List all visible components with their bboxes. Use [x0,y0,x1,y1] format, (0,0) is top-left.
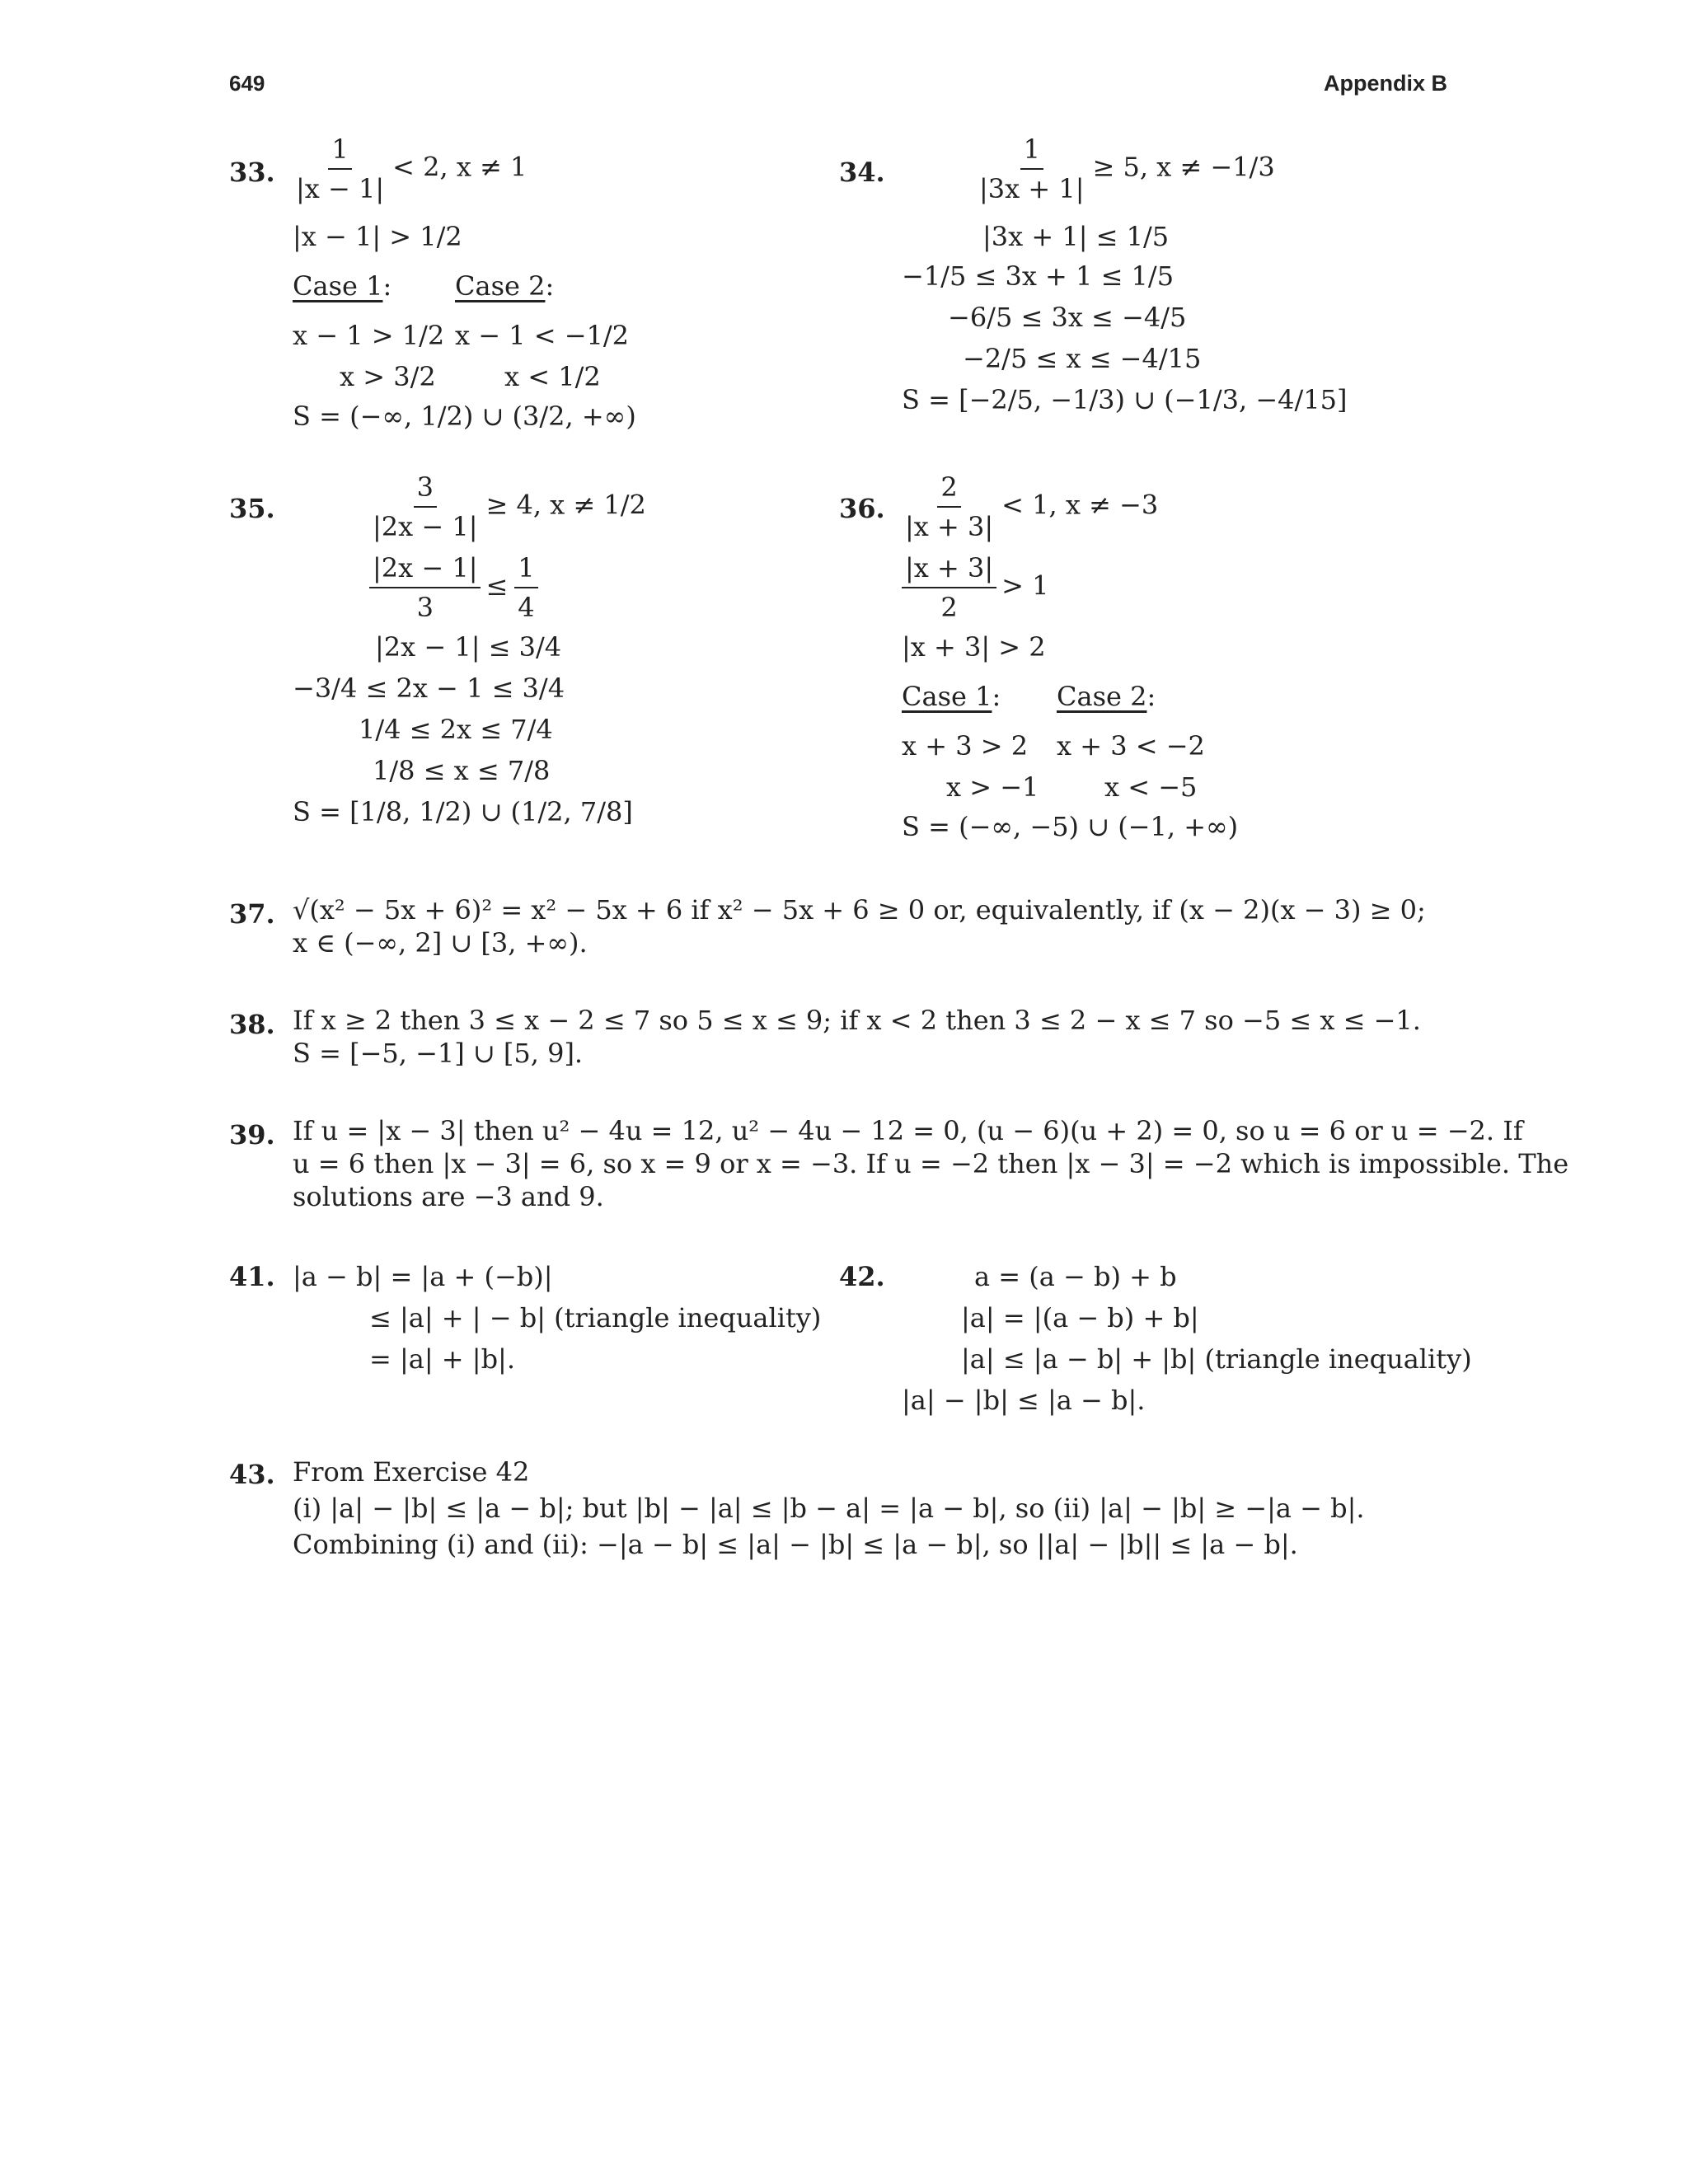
exercise-42-step: a = (a − b) + b [974,1261,1177,1292]
exercise-41-number: 41. [229,1261,275,1292]
exercise-41-step: |a − b| = |a + (−b)| [293,1261,553,1292]
exercise-35-step: 1/8 ≤ x ≤ 7/8 [373,755,551,786]
exercise-34-step: −6/5 ≤ 3x ≤ −4/5 [948,302,1187,333]
exercise-42-number: 42. [839,1261,885,1292]
exercise-34-step: −1/5 ≤ 3x + 1 ≤ 1/5 [902,260,1175,292]
exercise-39-text: If u = |x − 3| then u² − 4u = 12, u² − 4u − 12 = 0, (u − 6)(u + 2) = 0, so u = 6 or u = −2. If u = 6 then |x − 3| = 6, so x = 9 or x = −3. If u = −2 then |x − 3| = −2 which is impossible. The solutions are −3 and 9. [293,1115,1569,1212]
exercise-36-inequality: $\frac{2}{|x + 3|}$ < 1, x ≠ −3 [902,471,1158,542]
exercise-43-text: From Exercise 42 (i) |a| − |b| ≤ |a − b|; but |b| − |a| ≤ |b − a| = |a − b|, so (ii) |a| − |b| ≥ −|a − b|. Combining (i) and (ii): −|a − b| ≤ |a| − |b| ≤ |a − b|, so ||a| − |b|| ≤ |a − b|. [293,1456,1365,1560]
exercise-36-step: $\frac{|x + 3|}{2}$ > 1 [902,552,1048,623]
exercise-36-number: 36. [839,493,885,524]
exercise-36-step: |x + 3| > 2 [902,631,1046,663]
exercise-35-number: 35. [229,493,275,524]
exercise-35-solution: S = [1/8, 1/2) ∪ (1/2, 7/8] [293,796,633,827]
exercise-38-text: If x ≥ 2 then 3 ≤ x − 2 ≤ 7 so 5 ≤ x ≤ 9; if x < 2 then 3 ≤ 2 − x ≤ 7 so −5 ≤ x ≤ −1. S = [−5, −1] ∪ [5, 9]. [293,1005,1421,1069]
exercise-36-case-1-result: x > −1 [946,771,1039,803]
exercise-33-number: 33. [229,157,275,188]
exercise-35-step: $\frac{|2x - 1|}{3}$ ≤ $\frac{1}{4}$ [369,552,543,623]
exercise-41-step: ≤ |a| + | − b| (triangle inequality) [369,1302,822,1333]
exercise-34-step: −2/5 ≤ x ≤ −4/15 [963,343,1202,374]
fraction: $\frac{1}{|3x + 1|}$ [979,134,1085,204]
fraction: $\frac{1}{4}$ [514,552,537,623]
exercise-33-case-2-step: x − 1 < −1/2 [455,320,630,351]
exercise-38-number: 38. [229,1009,275,1040]
exercise-37-text: √(x² − 5x + 6)² = x² − 5x + 6 if x² − 5x + 6 ≥ 0 or, equivalently, if (x − 2)(x − 3) ≥ 0; x ∈ (−∞, 2] ∪ [3, +∞). [293,894,1426,958]
exercise-36-case-2-step: x + 3 < −2 [1057,730,1205,762]
fraction: $\frac{3}{|2x - 1|}$ [373,471,478,542]
exercise-33-case-1-label: Case 1: [293,270,392,302]
fraction: $\frac{1}{|x - 1|}$ [296,134,385,204]
exercise-33-case-1-step: x − 1 > 1/2 [293,320,445,351]
exercise-33-step: |x − 1| > 1/2 [293,221,462,252]
exercise-36-case-1-step: x + 3 > 2 [902,730,1029,762]
exercise-43-number: 43. [229,1459,275,1490]
exercise-34-solution: S = [−2/5, −1/3) ∪ (−1/3, −4/15] [902,384,1348,415]
exercise-37-number: 37. [229,898,275,930]
exercise-42-step: |a| ≤ |a − b| + |b| (triangle inequality) [961,1343,1472,1375]
exercise-42-step: |a| = |(a − b) + b| [961,1302,1199,1333]
fraction: $\frac{2}{|x + 3|}$ [905,471,994,542]
exercise-34-number: 34. [839,157,885,188]
exercise-42-step: |a| − |b| ≤ |a − b|. [902,1385,1146,1416]
exercise-35-step: |2x − 1| ≤ 3/4 [375,631,562,663]
exercise-34-step: |3x + 1| ≤ 1/5 [982,221,1170,252]
exercise-36-solution: S = (−∞, −5) ∪ (−1, +∞) [902,811,1239,842]
exercise-33-inequality: $\frac{1}{|x - 1|}$ < 2, x ≠ 1 [293,134,527,204]
exercise-35-step: −3/4 ≤ 2x − 1 ≤ 3/4 [293,673,565,704]
exercise-35-inequality: $\frac{3}{|2x - 1|}$ ≥ 4, x ≠ 1/2 [369,471,646,542]
exercise-36-case-2-label: Case 2: [1057,681,1156,712]
exercise-36-case-2-result: x < −5 [1104,771,1198,803]
fraction: $\frac{|2x - 1|}{3}$ [369,552,481,623]
exercise-41-step: = |a| + |b|. [369,1343,515,1375]
fraction: $\frac{|x + 3|}{2}$ [902,552,996,623]
exercise-33-solution: S = (−∞, 1/2) ∪ (3/2, +∞) [293,401,636,432]
exercise-33-case-2-result: x < 1/2 [504,361,601,392]
exercise-36-case-1-label: Case 1: [902,681,1001,712]
exercise-39-number: 39. [229,1119,275,1151]
exercise-33-case-2-label: Case 2: [455,270,555,302]
exercise-34-inequality: $\frac{1}{|3x + 1|}$ ≥ 5, x ≠ −1/3 [976,134,1275,204]
section-title: Appendix B [1323,71,1447,96]
exercise-33-case-1-result: x > 3/2 [340,361,436,392]
exercise-35-step: 1/4 ≤ 2x ≤ 7/4 [359,714,553,745]
page-number: 649 [229,71,265,96]
